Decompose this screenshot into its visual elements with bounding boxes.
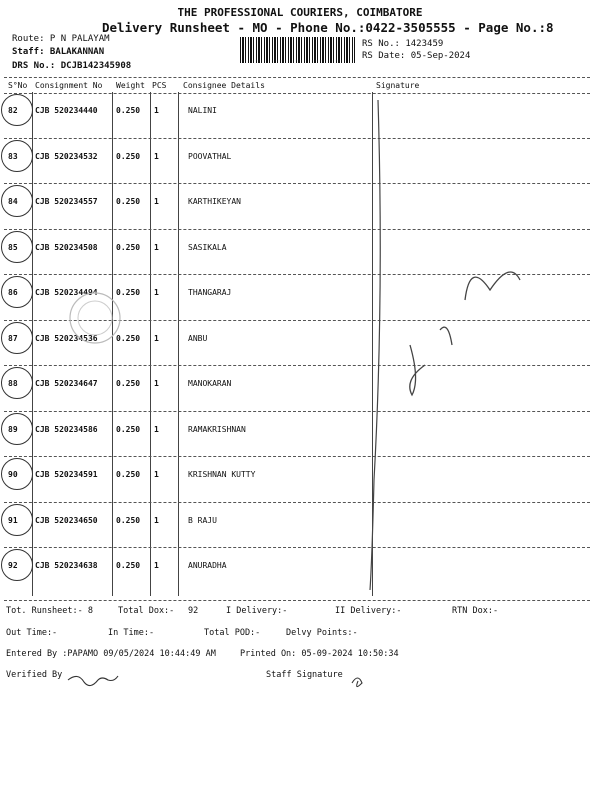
- row-sno: 90: [8, 470, 18, 479]
- out-time: Out Time:-: [6, 628, 58, 638]
- row-consignee: SASIKALA: [188, 242, 227, 252]
- row-consignee: POOVATHAL: [188, 151, 232, 161]
- row-weight: 0.250: [116, 561, 141, 570]
- col-consignee: Consignee Details: [183, 81, 265, 90]
- row-pcs: 1: [154, 288, 159, 297]
- entered-by: Entered By :PAPAMO 09/05/2024 10:44:49 AM: [6, 649, 216, 659]
- row-consignment: CJB 520234638: [35, 561, 98, 570]
- row-consignment: CJB 520234440: [35, 106, 98, 115]
- col-pcs: PCS: [152, 81, 167, 90]
- row-consignment: CJB 520234536: [35, 333, 98, 343]
- row-weight: 0.250: [116, 242, 141, 252]
- row-weight: 0.250: [116, 197, 141, 206]
- row-consignment: CJB 520234494: [35, 288, 98, 297]
- row-pcs: 1: [154, 197, 159, 206]
- row-consignee: ANBU: [188, 333, 208, 343]
- row-sno: 86: [8, 288, 18, 297]
- row-consignment: CJB 520234557: [35, 197, 98, 206]
- col-sno: S°No: [8, 81, 28, 90]
- row-consignment: CJB 520234532: [35, 151, 98, 161]
- rtn-dox: RTN Dox:-: [452, 606, 499, 616]
- row-weight: 0.250: [116, 151, 141, 161]
- row-weight: 0.250: [116, 470, 141, 479]
- i-delivery: I Delivery:-: [226, 606, 288, 616]
- col-signature: Signature: [376, 81, 420, 90]
- row-consignee: RAMAKRISHNAN: [188, 424, 246, 434]
- row-pcs: 1: [154, 379, 159, 388]
- company-title: THE PROFESSIONAL COURIERS, COIMBATORE: [177, 6, 423, 19]
- row-pcs: 1: [154, 242, 159, 252]
- rs-date: RS Date: 05-Sep-2024: [362, 51, 471, 61]
- col-consignment: Consignment No: [35, 81, 103, 90]
- row-sno: 91: [8, 515, 18, 525]
- row-pcs: 1: [154, 561, 159, 570]
- row-pcs: 1: [154, 106, 159, 115]
- total-dox-label: Total Dox:-: [118, 606, 175, 616]
- route-label: Route: P N PALAYAM: [12, 34, 110, 44]
- staff-signature-label: Staff Signature: [266, 670, 343, 680]
- staff-label: Staff: BALAKANNAN: [12, 47, 105, 57]
- row-sno: 84: [8, 197, 18, 206]
- drs-number: DRS No.: DCJB142345908: [12, 61, 132, 71]
- row-weight: 0.250: [116, 106, 141, 115]
- col-weight: Weight: [116, 81, 145, 90]
- row-consignee: MANOKARAN: [188, 379, 232, 388]
- in-time: In Time:-: [108, 628, 155, 638]
- row-sno: 82: [8, 106, 18, 115]
- row-sno: 85: [8, 242, 18, 252]
- row-consignee: NALINI: [188, 106, 217, 115]
- runsheet-subtitle: Delivery Runsheet - MO - Phone No.:0422-3505555 - Page No.:8: [102, 20, 554, 35]
- delvy-points: Delvy Points:-: [286, 628, 358, 638]
- row-pcs: 1: [154, 151, 159, 161]
- row-consignment: CJB 520234647: [35, 379, 98, 388]
- row-consignee: B RAJU: [188, 515, 217, 525]
- ii-delivery: II Delivery:-: [335, 606, 402, 616]
- printed-on: Printed On: 05-09-2024 10:50:34: [240, 649, 399, 659]
- footer-divider: [4, 600, 590, 601]
- row-weight: 0.250: [116, 333, 141, 343]
- row-consignment: CJB 520234650: [35, 515, 98, 525]
- signature-scribble: [410, 272, 520, 395]
- row-consignee: KARTHIKEYAN: [188, 197, 241, 206]
- row-weight: 0.250: [116, 515, 141, 525]
- row-weight: 0.250: [116, 424, 141, 434]
- row-consignee: THANGARAJ: [188, 288, 232, 297]
- row-pcs: 1: [154, 515, 159, 525]
- row-pcs: 1: [154, 424, 159, 434]
- verified-signature-scribble: [68, 676, 118, 686]
- row-consignee: KRISHNAN KUTTY: [188, 470, 256, 479]
- total-dox-value: 92: [188, 606, 199, 616]
- row-sno: 88: [8, 379, 18, 388]
- row-sno: 83: [8, 151, 18, 161]
- row-consignment: CJB 520234591: [35, 470, 98, 479]
- signature-line-stroke: [370, 100, 380, 590]
- row-pcs: 1: [154, 470, 159, 479]
- rubber-stamp-inner: [78, 301, 112, 335]
- tot-runsheet: Tot. Runsheet:- 8: [6, 606, 93, 616]
- total-pod: Total POD:-: [204, 628, 261, 638]
- row-weight: 0.250: [116, 288, 141, 297]
- rs-number: RS No.: 1423459: [362, 39, 444, 49]
- row-consignment: CJB 520234508: [35, 242, 98, 252]
- row-consignee: ANURADHA: [188, 561, 227, 570]
- row-sno: 87: [8, 333, 18, 343]
- staff-signature-scribble: [352, 678, 362, 687]
- row-consignment: CJB 520234586: [35, 424, 98, 434]
- row-sno: 89: [8, 424, 18, 434]
- row-sno: 92: [8, 561, 18, 570]
- verified-by: Verified By: [6, 670, 63, 680]
- row-weight: 0.250: [116, 379, 141, 388]
- row-pcs: 1: [154, 333, 159, 343]
